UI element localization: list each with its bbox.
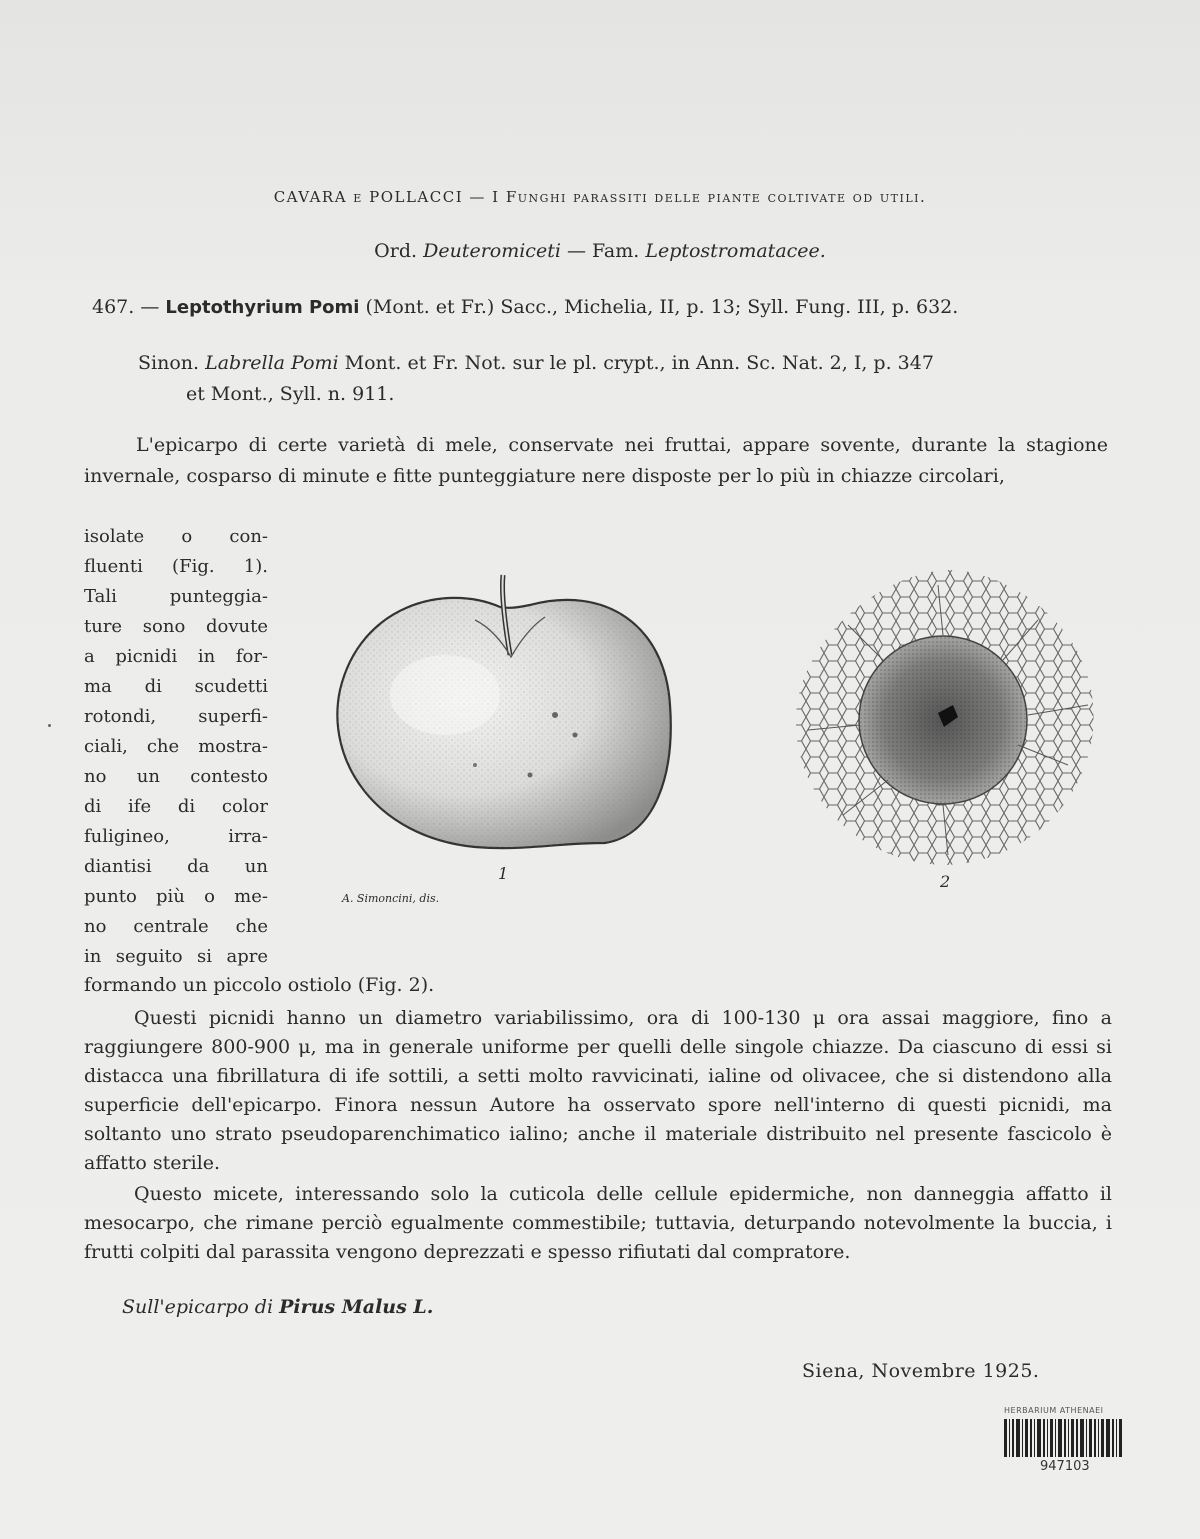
wrapped-line: no un contesto <box>84 766 268 787</box>
wrapped-line: rotondi, superfi- <box>84 706 268 727</box>
host-name: Pirus Malus L. <box>279 1296 434 1318</box>
apple-illustration <box>325 565 685 865</box>
barcode-number: 947103 <box>1040 1459 1090 1474</box>
paper-speck <box>48 724 51 727</box>
herbarium-barcode-label <box>1004 1406 1154 1484</box>
wrapped-line: Tali punteggia- <box>84 586 268 607</box>
figure-1-number: 1 <box>498 864 509 883</box>
host-line <box>122 1296 433 1318</box>
wrapped-line: diantisi da un <box>84 856 268 877</box>
place-date: Siena, Novembre 1925. <box>802 1360 1040 1382</box>
synonym-line-2: et Mont., Syll. n. 911. <box>186 383 395 405</box>
species-name: Leptothyrium Pomi <box>165 297 360 318</box>
synonym-citation: Mont. et Fr. Not. sur le pl. crypt., in Ann. Sc. Nat. 2, I, p. 347 <box>344 352 934 374</box>
taxonomic-order <box>0 240 1200 262</box>
synonym-prefix: Sinon. <box>138 352 200 374</box>
wrapped-line: ma di scudetti <box>84 676 268 697</box>
wrapped-line: a picnidi in for- <box>84 646 268 667</box>
wrapped-line: in seguito si apre <box>84 946 268 967</box>
intro-paragraph: L'epicarpo di certe varietà di mele, conservate nei fruttai, appare sovente, durante la stagione invernale, cosparso di minute e fitte punteggiature nere disposte per lo più in chiazze circolari, <box>84 434 1108 487</box>
wrapped-line: fluenti (Fig. 1). <box>84 556 268 577</box>
wrapped-line: ciali, che mostra- <box>84 736 268 757</box>
illustrator-credit: A. Simoncini, dis. <box>342 892 440 905</box>
wrapped-line: isolate o con- <box>84 526 268 547</box>
family-separator: — Fam. <box>566 240 640 262</box>
order-prefix: Ord. <box>374 240 418 262</box>
order-name: Deuteromiceti <box>423 240 561 262</box>
figure-2-number: 2 <box>940 872 951 891</box>
barcode-image <box>1004 1419 1154 1457</box>
wrapped-line: punto più o me- <box>84 886 268 907</box>
wrapped-line: fuligineo, irra- <box>84 826 268 847</box>
host-prefix: Sull'epicarpo di <box>122 1296 274 1318</box>
running-header: CAVARA e POLLACCI — I Funghi parassiti delle piante coltivate od utili. <box>273 188 927 206</box>
wrapped-line: ture sono dovute <box>84 616 268 637</box>
pycnidium-illustration <box>788 565 1108 870</box>
entry-number: 467. — <box>92 296 160 318</box>
wrap-closing-line: formando un piccolo ostiolo (Fig. 2). <box>84 974 435 996</box>
synonym-name: Labrella Pomi <box>205 352 339 374</box>
family-name: Leptostromatacee. <box>645 240 826 262</box>
synonym-block <box>138 348 1108 410</box>
wrapped-line: no centrale che <box>84 916 268 937</box>
species-entry <box>92 296 1112 318</box>
label-header: HERBARIUM ATHENAEI <box>1004 1406 1104 1415</box>
body-paragraph-2: Questi picnidi hanno un diametro variabilissimo, ora di 100-130 μ ora assai maggiore, fino a raggiungere 800-900 μ, ma in generale uniforme per quelli delle singole chiazze. Da ciascuno di essi si distacca una fibrillatura di ife sottili, a setti molto ravvicinati, ialine od olivacee, che si distendono alla superficie dell'epicarpo. Finora nessun Autore ha osservato spore nell'interno di questi picnidi, ma soltanto uno strato pseudoparenchimatico ialino; anche il materiale distribuito nel presente fascicolo è affatto sterile. <box>84 1007 1112 1174</box>
body-paragraph-3: Questo micete, interessando solo la cuticola delle cellule epidermiche, non danneggia affatto il mesocarpo, che rimane perciò egualmente commestibile; tuttavia, deturpando notevolmente la buccia, i frutti colpiti dal parassita vengono deprezzati e spesso rifiutati dal compratore. <box>84 1183 1112 1263</box>
species-citation: (Mont. et Fr.) Sacc., Michelia, II, p. 13; Syll. Fung. III, p. 632. <box>365 296 959 318</box>
wrapped-line: di ife di color <box>84 796 268 817</box>
wrapped-text-column <box>84 522 268 972</box>
